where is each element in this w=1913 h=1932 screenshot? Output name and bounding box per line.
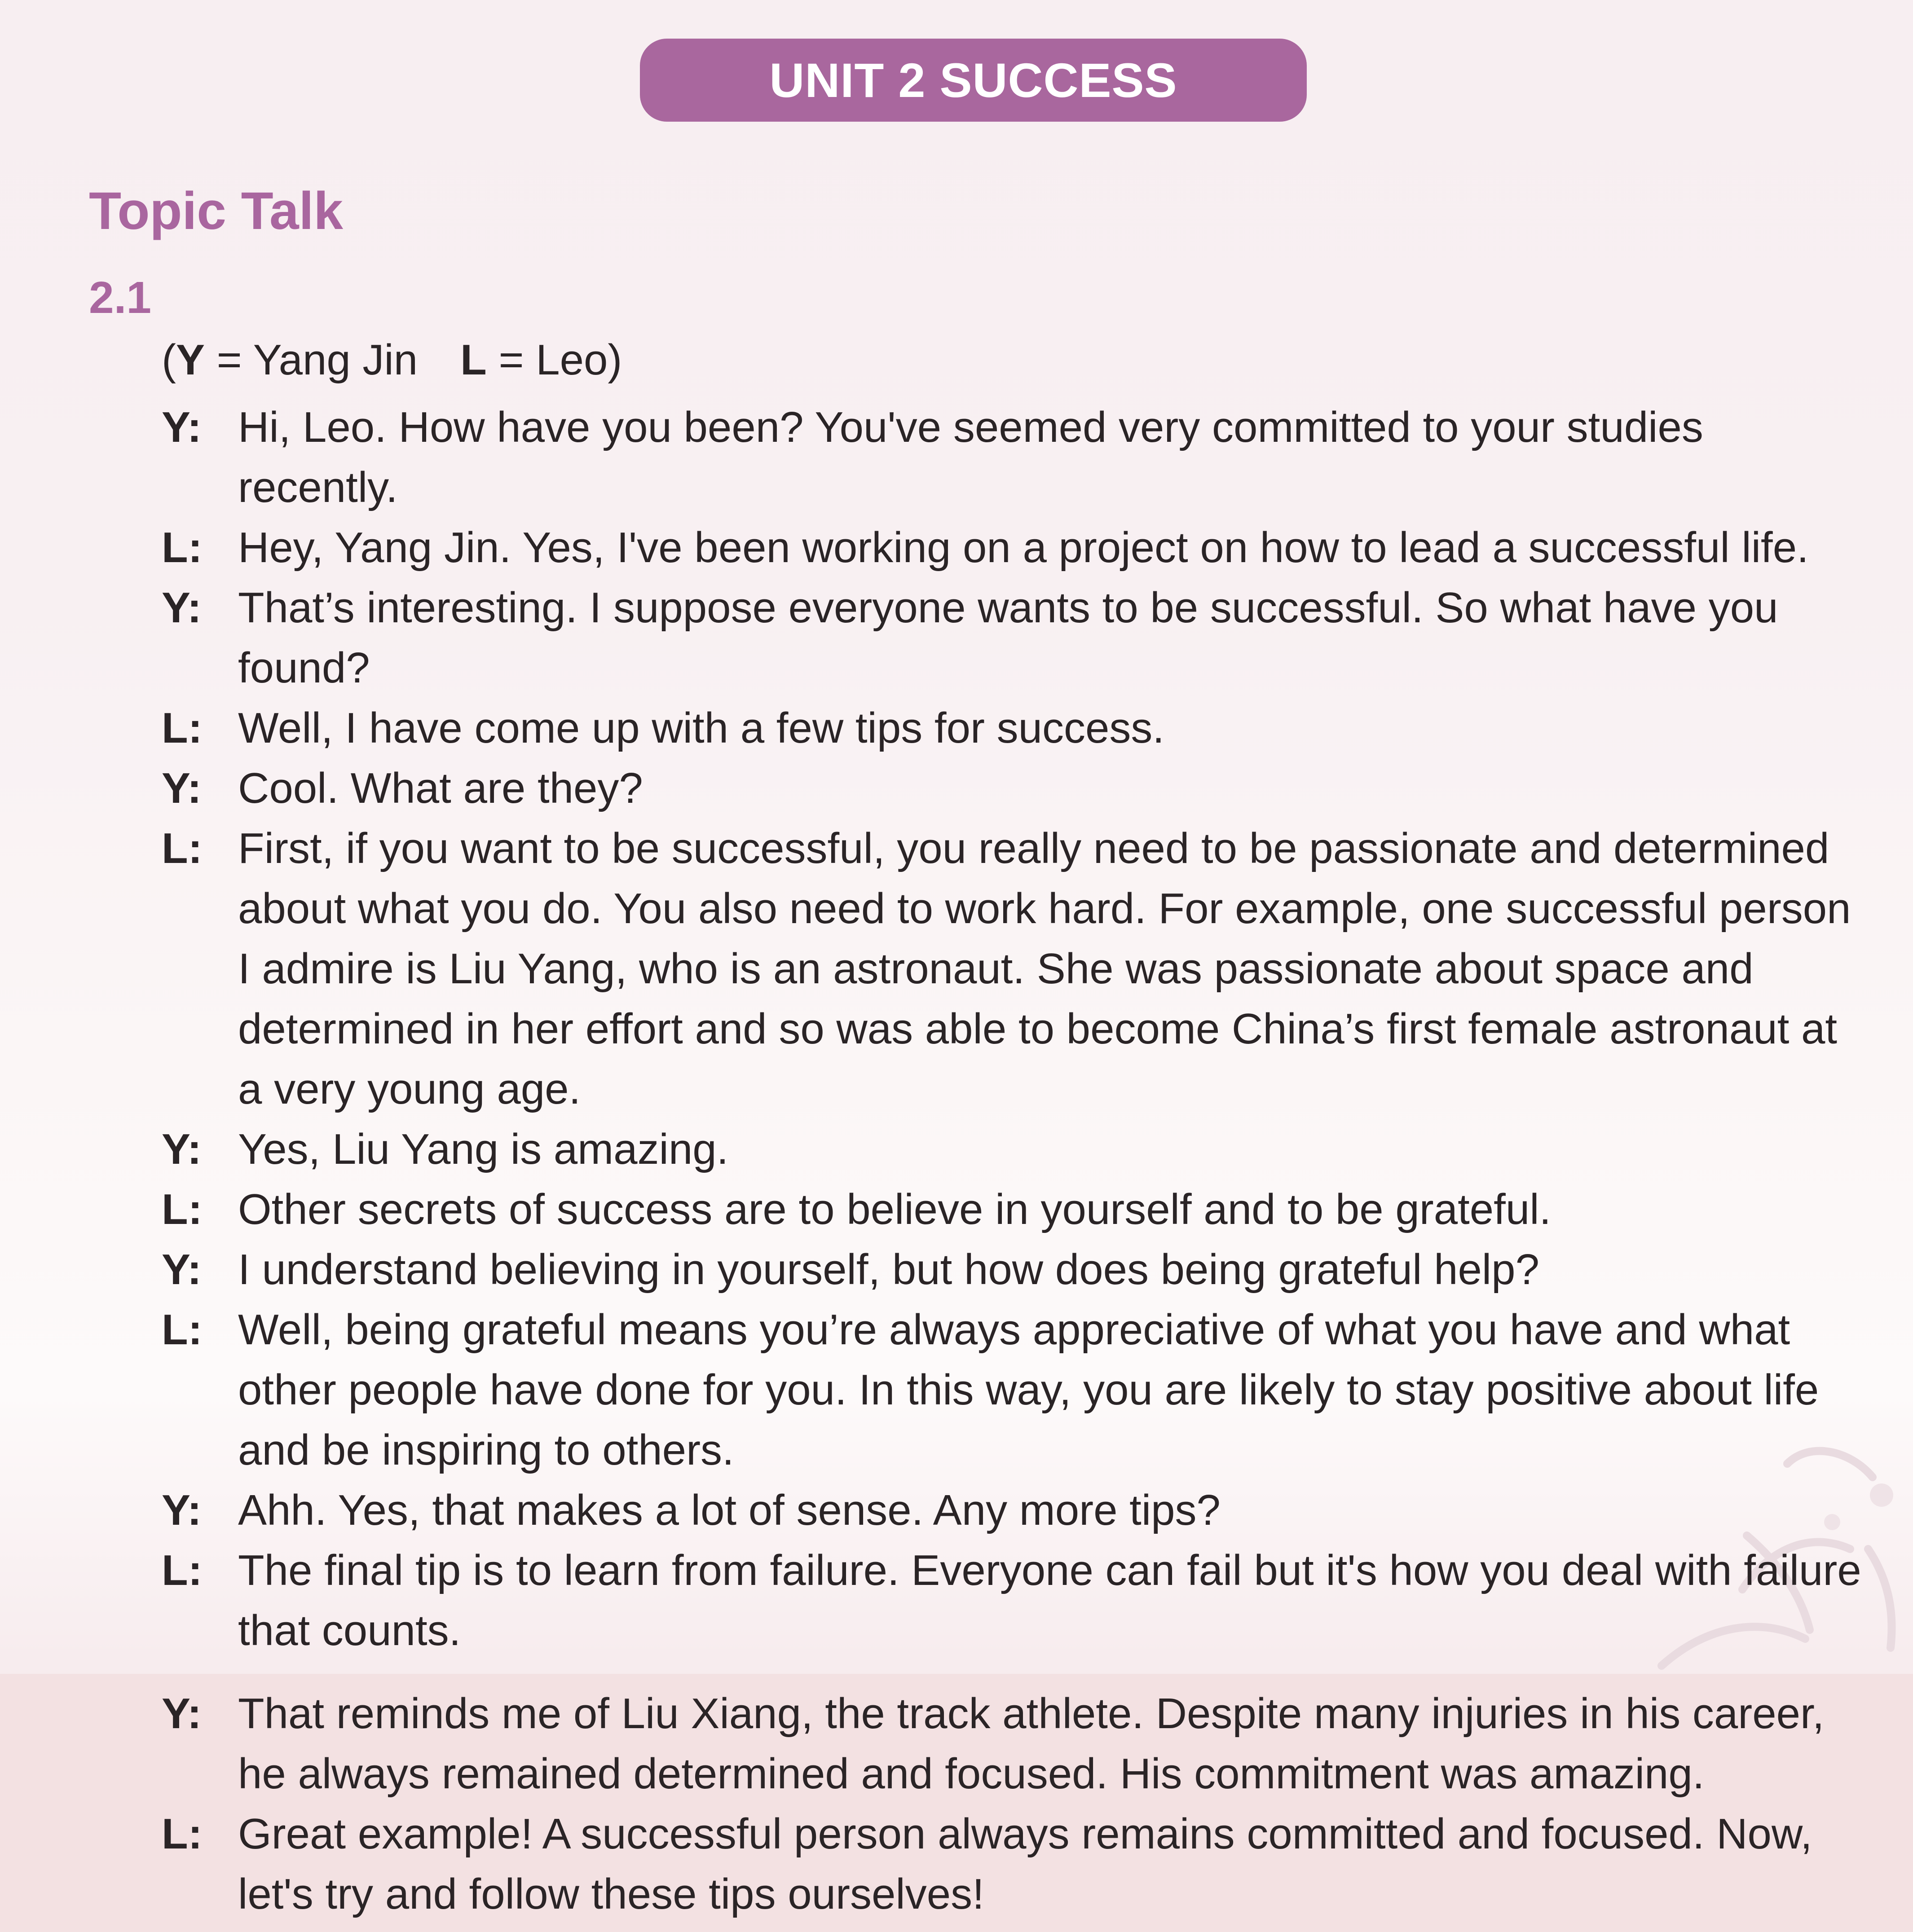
dialogue-transcript: [162, 397, 1868, 1661]
speaker-label: Y:: [162, 1486, 202, 1534]
speaker-label: L:: [162, 704, 203, 752]
track-number: 2.1: [89, 273, 152, 323]
dialogue-transcript-continued: [162, 1684, 1868, 1924]
dialogue-line: [162, 1540, 1868, 1661]
dialogue-line: [162, 1119, 1868, 1179]
legend-y-key: Y: [176, 336, 205, 384]
legend-l-key: L: [460, 336, 487, 384]
speaker-label: Y:: [162, 584, 202, 632]
dialogue-line: [162, 1684, 1868, 1804]
dialogue-text: Well, I have come up with a few tips for success.: [238, 704, 1165, 752]
speaker-label: Y:: [162, 1245, 202, 1294]
dialogue-text: Hey, Yang Jin. Yes, I've been working on a project on how to lead a successful life.: [238, 524, 1809, 572]
speaker-label: Y:: [162, 764, 202, 812]
speaker-label: L:: [162, 524, 203, 572]
section-title: Topic Talk: [89, 181, 344, 241]
dialogue-text: Ahh. Yes, that makes a lot of sense. Any more tips?: [238, 1486, 1221, 1534]
dialogue-line: [162, 518, 1868, 578]
speaker-legend: [162, 330, 622, 390]
dialogue-line: [162, 758, 1868, 819]
dialogue-line: [162, 1804, 1868, 1924]
dialogue-line: [162, 698, 1868, 758]
speaker-label: Y:: [162, 403, 202, 451]
speaker-label: L:: [162, 1185, 203, 1233]
speaker-label: Y:: [162, 1125, 202, 1173]
speaker-label: L:: [162, 1546, 203, 1594]
legend-l-value: = Leo): [486, 336, 622, 384]
dialogue-line: [162, 397, 1868, 518]
legend-open-paren: (: [162, 336, 176, 384]
dialogue-line: [162, 1300, 1868, 1480]
speaker-label: L:: [162, 1810, 203, 1858]
dialogue-text: That’s interesting. I suppose everyone wants to be successful. So what have you found?: [238, 584, 1778, 692]
dialogue-text: The final tip is to learn from failure. Everyone can fail but it's how you deal with failure that counts.: [238, 1546, 1861, 1655]
dialogue-line: [162, 1240, 1868, 1300]
speaker-label: L:: [162, 1306, 203, 1354]
legend-y-value: = Yang Jin: [205, 336, 418, 384]
dialogue-text: Hi, Leo. How have you been? You've seemed very committed to your studies recently.: [238, 403, 1703, 511]
dialogue-text: Yes, Liu Yang is amazing.: [238, 1125, 729, 1173]
dialogue-text: Other secrets of success are to believe in yourself and to be grateful.: [238, 1185, 1552, 1233]
dialogue-line: [162, 819, 1868, 1119]
dialogue-text: First, if you want to be successful, you really need to be passionate and determined about what you do. You also need to work hard. For example, one successful person I admire is Liu Yang, who is an astronaut. She was passionate about space and determined in her effort and so was able to become China’s first female astronaut at a very young age.: [238, 824, 1851, 1113]
dialogue-line: [162, 1179, 1868, 1240]
unit-banner: UNIT 2 SUCCESS: [640, 39, 1307, 122]
dialogue-text: That reminds me of Liu Xiang, the track athlete. Despite many injuries in his career, he always remained determined and focused. His commitment was amazing.: [238, 1690, 1825, 1798]
dialogue-text: Great example! A successful person always remains committed and focused. Now, let's try and follow these tips ourselves!: [238, 1810, 1812, 1918]
speaker-label: Y:: [162, 1690, 202, 1738]
dialogue-text: Well, being grateful means you’re always appreciative of what you have and what other people have done for you. In this way, you are likely to stay positive about life and be inspiring to others.: [238, 1306, 1819, 1474]
speaker-label: L:: [162, 824, 203, 872]
dialogue-line: [162, 1480, 1868, 1540]
dialogue-text: Cool. What are they?: [238, 764, 643, 812]
dialogue-line: [162, 578, 1868, 698]
dialogue-text: I understand believing in yourself, but how does being grateful help?: [238, 1245, 1539, 1294]
